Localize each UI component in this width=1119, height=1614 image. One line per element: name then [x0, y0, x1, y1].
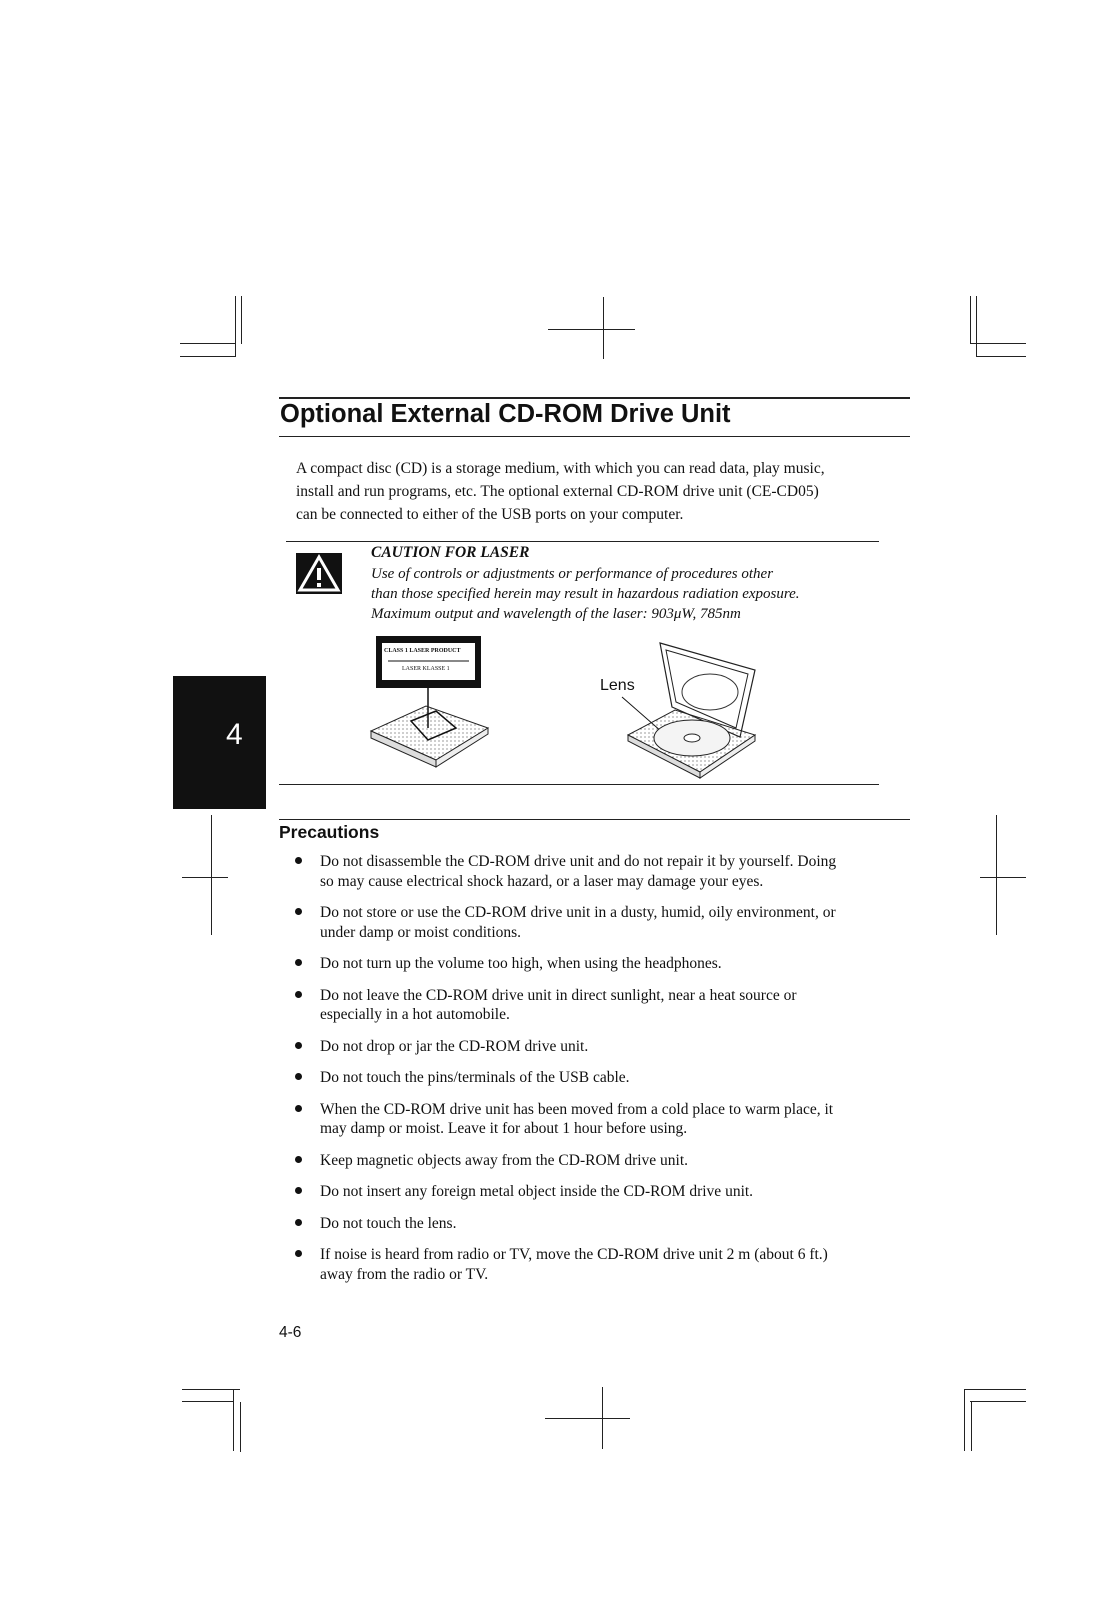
- list-item: Do not touch the pins/terminals of the USB cable.: [291, 1068, 911, 1088]
- chapter-tab: [173, 676, 266, 809]
- precautions-heading: Precautions: [279, 822, 380, 842]
- title-rule-bottom: [279, 436, 910, 437]
- crop-mark: [964, 1389, 1026, 1390]
- list-item: Do not turn up the volume too high, when using the headphones.: [291, 954, 911, 974]
- lens-label: Lens: [600, 677, 635, 694]
- registration-mark: [211, 815, 212, 935]
- crop-mark: [970, 343, 1026, 344]
- page-title: Optional External CD-ROM Drive Unit: [280, 400, 731, 428]
- list-item: Keep magnetic objects away from the CD-ROM drive unit.: [291, 1151, 911, 1171]
- bullet-icon: [295, 959, 302, 966]
- caution-rule-bottom: [279, 784, 879, 785]
- list-item: When the CD-ROM drive unit has been moved from a cold place to warm place, it may damp or moist. Leave it for about 1 hour before using.: [291, 1100, 911, 1139]
- caution-title: CAUTION FOR LASER: [371, 544, 530, 561]
- crop-mark: [976, 296, 977, 357]
- laser-label-line1: CLASS 1 LASER PRODUCT: [384, 648, 461, 654]
- bullet-icon: [295, 1073, 302, 1080]
- crop-mark: [235, 296, 236, 356]
- crop-mark: [971, 1401, 972, 1451]
- crop-mark: [180, 343, 236, 344]
- bullet-icon: [295, 1219, 302, 1226]
- laser-label-line2: LASER KLASSE 1: [402, 666, 450, 672]
- crop-mark: [964, 1389, 965, 1451]
- bullet-icon: [295, 1250, 302, 1257]
- registration-mark: [182, 877, 228, 878]
- precautions-rule: [279, 819, 910, 820]
- chapter-number: 4: [226, 718, 243, 751]
- title-rule-top: [279, 397, 910, 399]
- intro-paragraph: [296, 457, 896, 526]
- caution-line: Use of controls or adjustments or performance of procedures other: [371, 566, 774, 582]
- bullet-icon: [295, 991, 302, 998]
- bullet-icon: [295, 1105, 302, 1112]
- list-item: If noise is heard from radio or TV, move the CD-ROM drive unit 2 m (about 6 ft.) away from the radio or TV.: [291, 1245, 911, 1284]
- registration-mark: [548, 329, 635, 330]
- list-item: Do not disassemble the CD-ROM drive unit and do not repair it by yourself. Doing so may cause electrical shock hazard, or a laser may damage your eyes.: [291, 852, 911, 891]
- list-item: Do not insert any foreign metal object inside the CD-ROM drive unit.: [291, 1182, 911, 1202]
- crop-mark: [970, 1401, 1026, 1402]
- caution-rule-top: [286, 541, 879, 542]
- crop-mark: [182, 1389, 240, 1390]
- crop-mark: [976, 356, 1026, 357]
- intro-line: A compact disc (CD) is a storage medium, with which you can read data, play music,: [296, 460, 825, 477]
- caution-line: Maximum output and wavelength of the laser: 903μW, 785nm: [371, 606, 741, 622]
- crop-mark: [240, 1402, 241, 1452]
- caution-text: [371, 564, 891, 624]
- caution-line: than those specified herein may result in hazardous radiation exposure.: [371, 586, 800, 602]
- registration-mark: [603, 297, 604, 359]
- intro-line: install and run programs, etc. The optional external CD-ROM drive unit (CE-CD05): [296, 483, 819, 500]
- warning-triangle-icon: [296, 553, 342, 594]
- list-item: Do not store or use the CD-ROM drive unit in a dusty, humid, oily environment, or under damp or moist conditions.: [291, 903, 911, 942]
- bullet-icon: [295, 908, 302, 915]
- bullet-icon: [295, 1042, 302, 1049]
- bullet-icon: [295, 1187, 302, 1194]
- registration-mark: [980, 877, 1026, 878]
- registration-mark: [996, 815, 997, 935]
- bullet-icon: [295, 857, 302, 864]
- crop-mark: [970, 296, 971, 344]
- precautions-list: [291, 852, 911, 1296]
- open-drive-illustration: [620, 640, 770, 780]
- list-item: Do not leave the CD-ROM drive unit in direct sunlight, near a heat source or especially in a hot automobile.: [291, 986, 911, 1025]
- registration-mark: [545, 1418, 630, 1419]
- drive-with-laser-label-illustration: [366, 636, 491, 772]
- registration-mark: [602, 1387, 603, 1449]
- intro-line: can be connected to either of the USB ports on your computer.: [296, 506, 684, 523]
- crop-mark: [180, 356, 236, 357]
- page-number: 4-6: [279, 1324, 302, 1341]
- list-item: Do not drop or jar the CD-ROM drive unit.: [291, 1037, 911, 1057]
- crop-mark: [241, 296, 242, 344]
- bullet-icon: [295, 1156, 302, 1163]
- crop-mark: [182, 1401, 234, 1402]
- list-item: Do not touch the lens.: [291, 1214, 911, 1234]
- crop-mark: [233, 1389, 234, 1451]
